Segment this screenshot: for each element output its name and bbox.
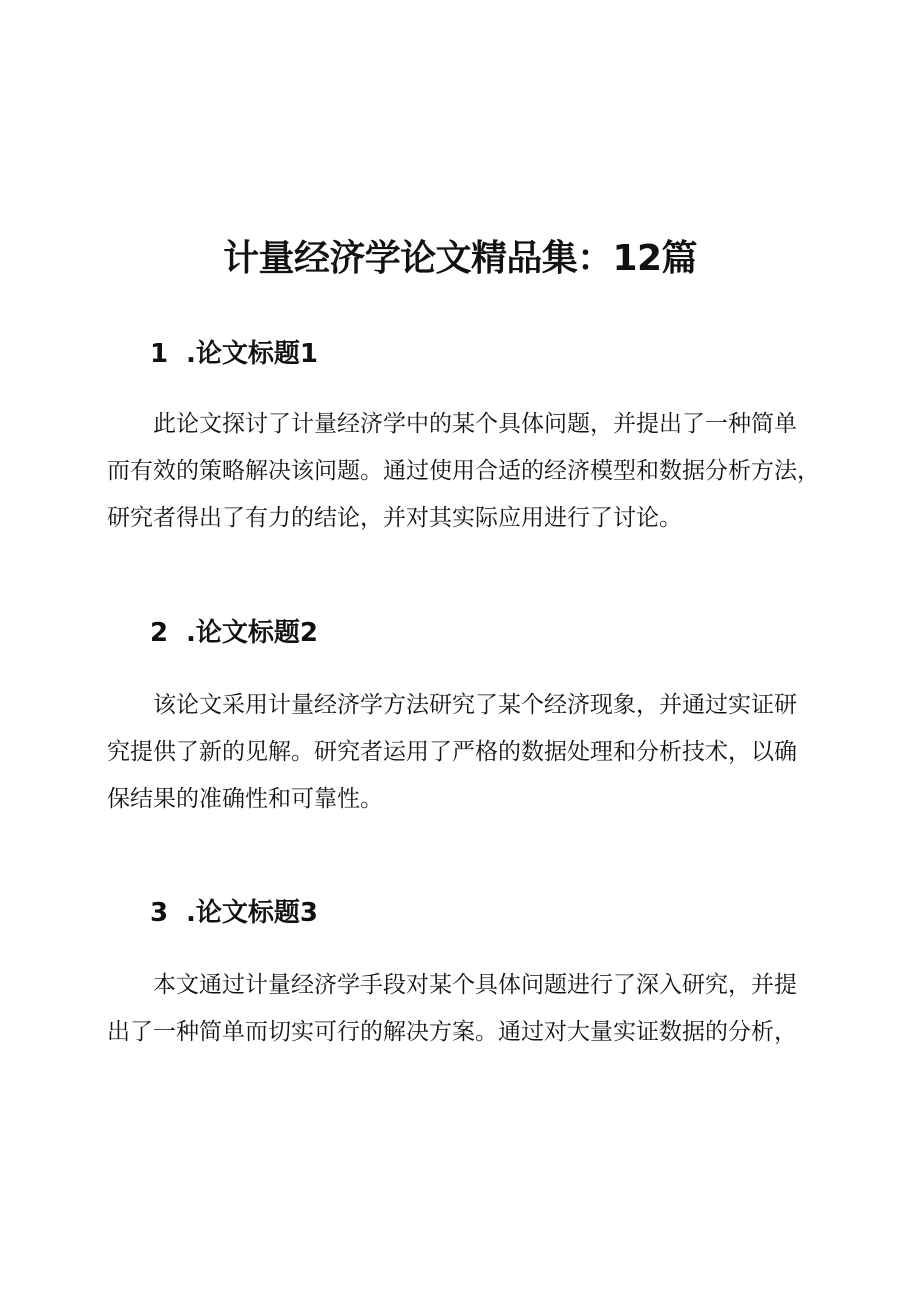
section-2-paragraph bbox=[107, 682, 820, 823]
section-heading-2 bbox=[150, 613, 318, 653]
paragraph-line: 出了一种简单而切实可行的解决方案。通过对大量实证数据的分析， bbox=[107, 1019, 797, 1045]
document-title: 计量经济学论文精品集：12篇 bbox=[223, 238, 697, 280]
section-heading-3 bbox=[150, 893, 318, 933]
section-title: .论文标题2 bbox=[186, 618, 318, 648]
paragraph-line: 保结果的准确性和可靠性。 bbox=[107, 786, 383, 812]
paragraph-line: 该论文采用计量经济学方法研究了某个经济现象，并通过实证研 bbox=[153, 692, 797, 718]
section-number: 3 bbox=[150, 898, 169, 928]
section-heading-1 bbox=[150, 334, 318, 374]
section-number: 1 bbox=[150, 339, 169, 369]
section-number: 2 bbox=[150, 618, 169, 648]
paragraph-line: 究提供了新的见解。研究者运用了严格的数据处理和分析技术，以确 bbox=[107, 739, 797, 765]
paragraph-line: 本文通过计量经济学手段对某个具体问题进行了深入研究，并提 bbox=[153, 972, 797, 998]
paragraph-line: 此论文探讨了计量经济学中的某个具体问题，并提出了一种简单 bbox=[153, 411, 797, 437]
section-1-paragraph bbox=[107, 401, 820, 542]
section-title: .论文标题1 bbox=[186, 339, 318, 369]
paragraph-line: 而有效的策略解决该问题。通过使用合适的经济模型和数据分析方法， bbox=[107, 458, 820, 484]
paragraph-line: 研究者得出了有力的结论，并对其实际应用进行了讨论。 bbox=[107, 505, 682, 531]
section-title: .论文标题3 bbox=[186, 898, 318, 928]
section-3-paragraph bbox=[107, 962, 820, 1056]
